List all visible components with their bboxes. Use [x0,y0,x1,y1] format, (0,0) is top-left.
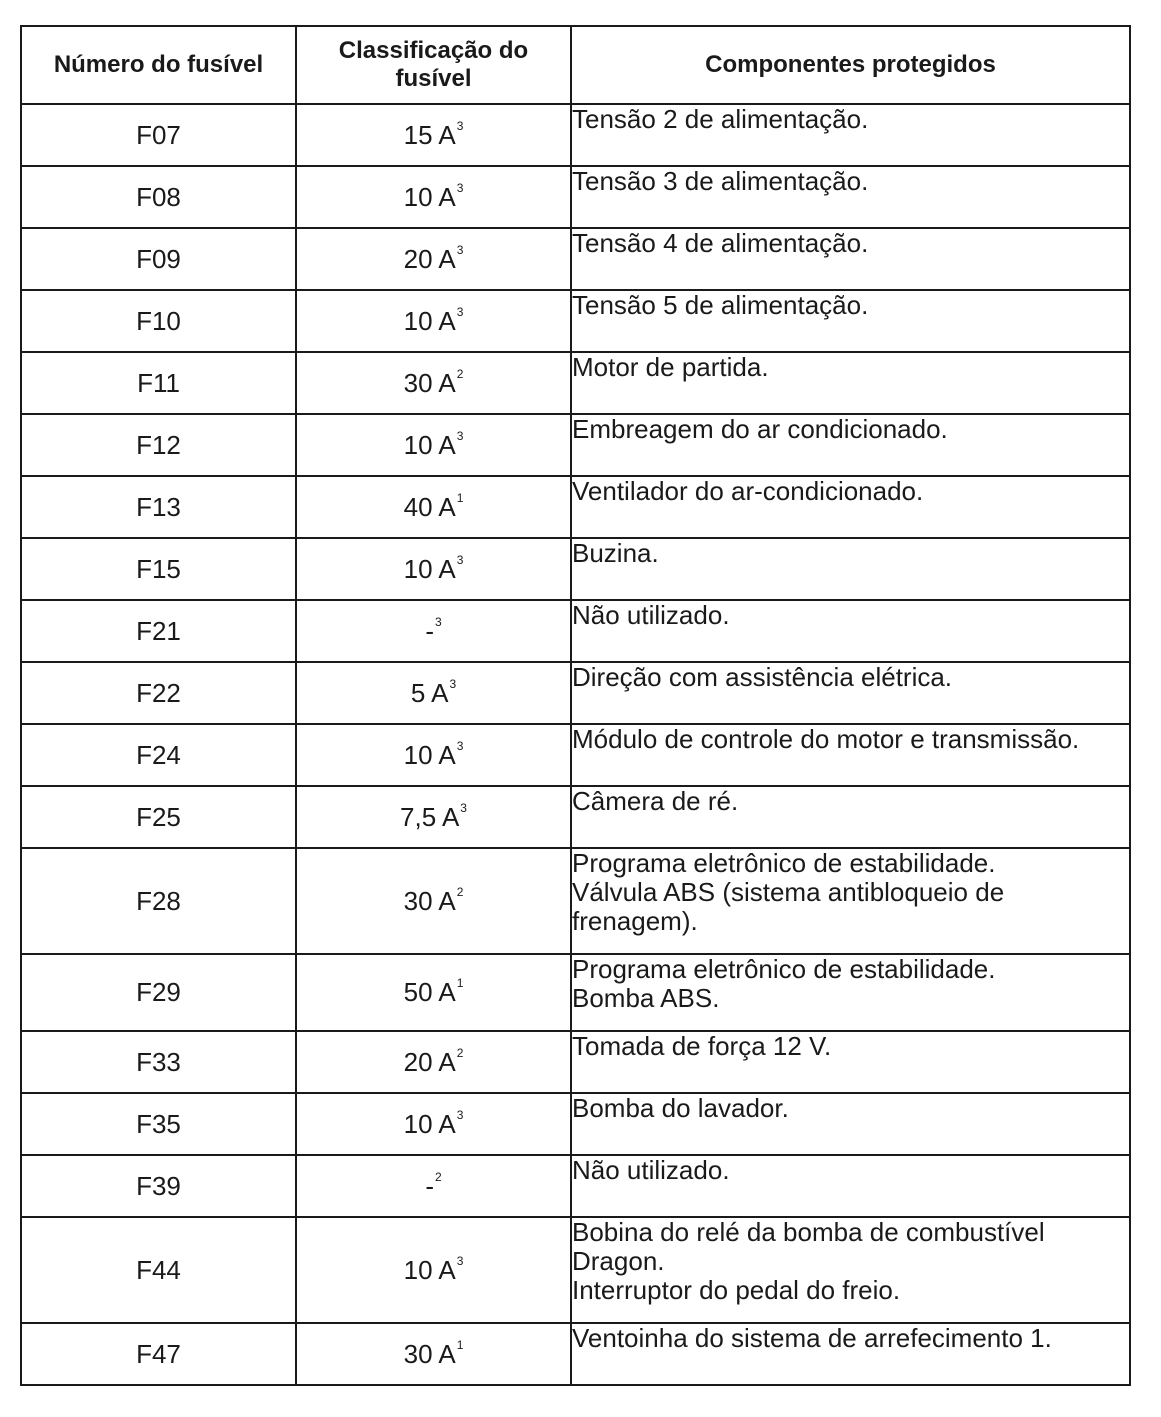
header-fuse-rating-line2: fusível [395,65,472,92]
fuse-rating-cell [296,104,571,166]
protected-components-cell [571,600,1130,662]
table-row [21,1093,1130,1155]
component-line: Embreagem do ar condicionado. [572,414,948,444]
protected-components-cell [571,166,1130,228]
header-fuse-rating-line1: Classificação do [338,37,529,64]
fuse-rating-note: 3 [456,180,464,195]
component-line: Bomba ABS. [572,983,720,1013]
protected-components-cell [571,414,1130,476]
protected-components-cell [571,290,1130,352]
fuse-rating-cell [296,1217,571,1323]
fuse-rating-value: 40 A [403,491,456,522]
component-line: Ventilador do ar-condicionado. [572,476,924,506]
table-row [21,414,1130,476]
fuse-rating-note: 3 [456,1253,464,1268]
protected-components-cell [571,724,1130,786]
fuse-rating-cell [296,848,571,954]
fuse-rating-value: 30 A [403,885,456,916]
table-row [21,724,1130,786]
fuse-number-cell: F13 [21,476,296,538]
fuse-rating-value: 20 A [403,243,456,274]
protected-components-cell [571,786,1130,848]
table-header [21,26,1130,104]
table-row [21,1217,1130,1323]
protected-components-cell [571,1093,1130,1155]
fuse-number-cell: F24 [21,724,296,786]
fuse-rating-value: 10 A [403,553,456,584]
fuse-rating-cell [296,476,571,538]
protected-components-cell [571,352,1130,414]
fuse-rating-cell [296,290,571,352]
component-line: Interruptor do pedal do freio. [572,1275,901,1305]
fuse-number-cell: F12 [21,414,296,476]
fuse-number-cell: F47 [21,1323,296,1385]
fuse-rating-note: 2 [456,1045,464,1060]
fuse-rating-value: 10 A [403,181,456,212]
component-line: Motor de partida. [572,352,769,382]
table-row [21,290,1130,352]
header-protected-components: Componentes protegidos [571,26,1130,104]
table-row [21,166,1130,228]
fuse-rating-cell [296,352,571,414]
fuse-number-cell: F10 [21,290,296,352]
fuse-rating-cell [296,954,571,1031]
fuse-rating-value: 50 A [403,977,456,1007]
table-row [21,104,1130,166]
fuse-rating-note: 3 [456,428,464,443]
table-row [21,662,1130,724]
fuse-rating-cell [296,538,571,600]
component-line: Direção com assistência elétrica. [572,662,953,692]
table-body [21,104,1130,1385]
fuse-rating-note: 3 [449,676,457,691]
fuse-rating-value: - [425,615,434,646]
table-row [21,954,1130,1031]
table-row [21,786,1130,848]
protected-components-cell [571,476,1130,538]
header-fuse-number: Número do fusível [21,26,296,104]
component-line: Ventoinha do sistema de arrefecimento 1. [572,1323,1052,1353]
component-line: Tensão 5 de alimentação. [572,290,869,320]
fuse-rating-note: 1 [456,490,464,505]
component-line: Bobina do relé da bomba de combustível [572,1217,1045,1247]
fuse-table [20,25,1131,1386]
fuse-rating-cell [296,662,571,724]
fuse-rating-note: 3 [434,614,442,629]
component-line: Tensão 4 de alimentação. [572,228,869,258]
protected-components-cell [571,228,1130,290]
fuse-number-cell: F28 [21,848,296,954]
component-line: Buzina. [572,538,659,568]
fuse-number-cell: F08 [21,166,296,228]
fuse-number-cell: F15 [21,538,296,600]
fuse-rating-value: 30 A [403,367,456,398]
component-line: Tensão 3 de alimentação. [572,166,869,196]
fuse-rating-cell [296,724,571,786]
table-row [21,538,1130,600]
table-row [21,228,1130,290]
fuse-rating-note: 1 [456,1337,464,1352]
header-fuse-rating [296,26,571,104]
fuse-rating-note: 2 [456,366,464,381]
protected-components-cell [571,1217,1130,1323]
protected-components-cell [571,954,1130,1031]
table-row [21,1323,1130,1385]
fuse-rating-value: 20 A [403,1046,456,1077]
header-row [21,26,1130,104]
fuse-number-cell: F35 [21,1093,296,1155]
protected-components-cell [571,662,1130,724]
fuse-number-cell: F22 [21,662,296,724]
fuse-rating-note: 3 [456,118,464,133]
fuse-rating-cell [296,1323,571,1385]
table-row [21,600,1130,662]
fuse-rating-note: 3 [456,242,464,257]
fuse-rating-cell [296,166,571,228]
fuse-number-cell: F21 [21,600,296,662]
component-line: Tensão 2 de alimentação. [572,104,869,134]
protected-components-cell [571,1155,1130,1217]
fuse-rating-note: 3 [456,304,464,319]
fuse-number-cell: F07 [21,104,296,166]
fuse-rating-value: 30 A [403,1338,456,1369]
protected-components-cell [571,1031,1130,1093]
protected-components-cell [571,1323,1130,1385]
fuse-rating-cell [296,786,571,848]
fuse-rating-cell [296,228,571,290]
component-line: Não utilizado. [572,600,730,630]
table-row [21,352,1130,414]
fuse-rating-value: 10 A [403,1254,456,1285]
fuse-number-cell: F33 [21,1031,296,1093]
table-row [21,476,1130,538]
fuse-number-cell: F44 [21,1217,296,1323]
fuse-rating-value: 7,5 A [400,801,460,832]
component-line: Dragon. [572,1246,665,1276]
component-line: Não utilizado. [572,1155,730,1185]
fuse-rating-note: 2 [456,884,464,899]
protected-components-cell [571,538,1130,600]
fuse-number-cell: F39 [21,1155,296,1217]
fuse-rating-note: 3 [456,1107,464,1122]
fuse-rating-note: 3 [456,552,464,567]
fuse-rating-cell [296,1031,571,1093]
fuse-number-cell: F29 [21,954,296,1031]
fuse-rating-cell [296,1093,571,1155]
fuse-number-cell: F25 [21,786,296,848]
fuse-rating-value: 10 A [403,1108,456,1139]
fuse-number-cell: F11 [21,352,296,414]
fuse-number-cell: F09 [21,228,296,290]
component-line: Bomba do lavador. [572,1093,789,1123]
fuse-rating-note: 3 [460,800,467,815]
fuse-rating-note: 1 [456,976,464,990]
fuse-rating-value: 10 A [403,429,456,460]
fuse-rating-value: 10 A [403,305,456,336]
component-line: Tomada de força 12 V. [572,1031,832,1061]
fuse-rating-value: 10 A [403,739,456,770]
table-row [21,1155,1130,1217]
component-line: Programa eletrônico de estabilidade. [572,954,996,984]
fuse-rating-note: 2 [434,1169,442,1184]
fuse-rating-value: - [425,1170,434,1201]
fuse-rating-value: 15 A [403,119,456,150]
table-row [21,1031,1130,1093]
protected-components-cell [571,848,1130,954]
fuse-rating-value: 5 A [410,677,449,708]
component-line: frenagem). [572,906,698,936]
fuse-rating-cell [296,1155,571,1217]
fuse-rating-cell [296,414,571,476]
fuse-rating-cell [296,600,571,662]
protected-components-cell [571,104,1130,166]
component-line: Programa eletrônico de estabilidade. [572,848,996,878]
component-line: Válvula ABS (sistema antibloqueio de [572,877,1005,907]
component-line: Módulo de controle do motor e transmissão. [572,724,1080,754]
fuse-rating-note: 3 [456,738,464,753]
component-line: Câmera de ré. [572,786,739,816]
table-row [21,848,1130,954]
